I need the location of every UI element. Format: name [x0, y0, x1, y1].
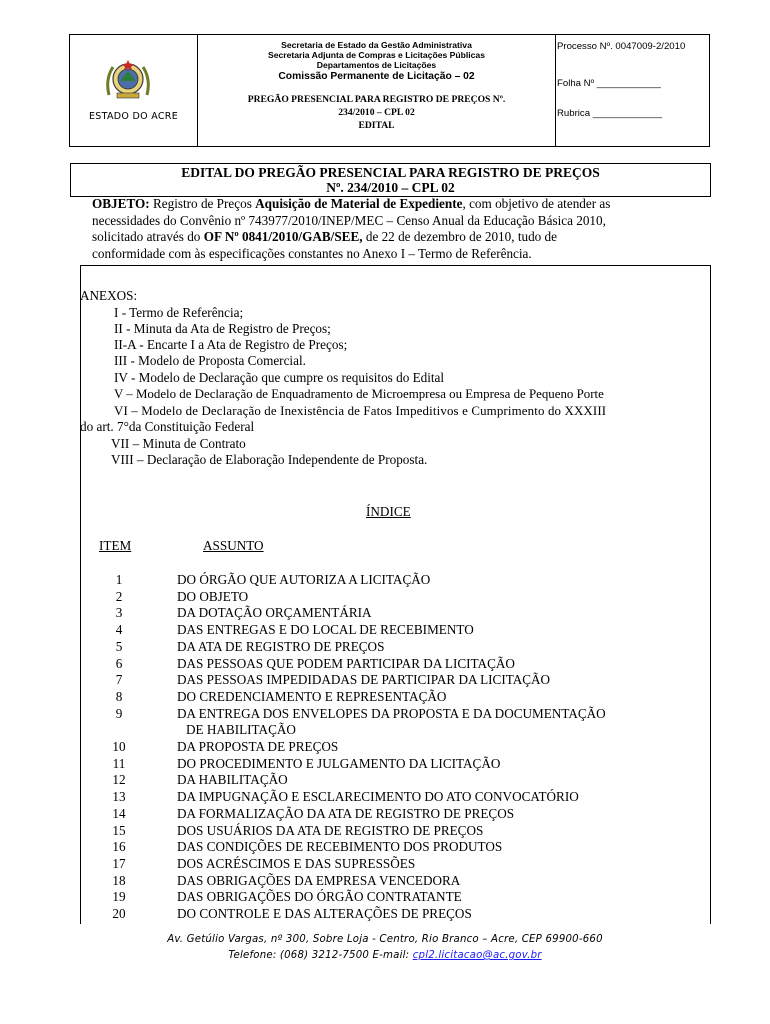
objeto-text: de 22 de dezembro de 2010, tudo de	[362, 229, 558, 244]
objeto-paragraph	[92, 196, 704, 262]
objeto-line: necessidades do Convênio nº 743977/2010/INEP/MEC – Censo Anual da Educação Básica 2010,	[92, 212, 606, 228]
indice-item-number: 13	[112, 789, 126, 805]
indice-item-subject: DO CREDENCIAMENTO E REPRESENTAÇÃO	[177, 688, 447, 704]
indice-item-subject: DAS OBRIGAÇÕES DO ÓRGÃO CONTRATANTE	[177, 889, 462, 905]
anexos-heading: ANEXOS:	[80, 288, 138, 303]
indice-item-number: 19	[112, 889, 126, 905]
anexo-item: VI – Modelo de Declaração de Inexistência de Fatos Impeditivos e Cumprimento do XXXIII	[114, 404, 607, 418]
anexo-item: I - Termo de Referência;	[114, 305, 244, 320]
anexo-item: II-A - Encarte I a Ata de Registro de Preços;	[114, 337, 348, 352]
indice-item-subject: DA ATA DE REGISTRO DE PREÇOS	[177, 638, 385, 654]
footer-contact	[0, 950, 770, 961]
footer-address: Av. Getúlio Vargas, nº 300, Sobre Loja - Centro, Rio Branco – Acre, CEP 69900-660	[167, 934, 603, 945]
indice-item-number: 7	[115, 672, 123, 688]
edital-title-line1: EDITAL DO PREGÃO PRESENCIAL PARA REGISTRO DE PREÇOS	[181, 165, 600, 180]
header-logo-cell	[70, 35, 198, 146]
header-commission: Comissão Permanente de Licitação – 02	[278, 71, 475, 82]
indice-item-number: 16	[112, 839, 126, 855]
footer-phone: Telefone: (068) 3212-7500 E-mail:	[228, 950, 413, 961]
anexo-item: II - Minuta da Ata de Registro de Preços;	[114, 321, 331, 336]
indice-item-number: 14	[112, 805, 126, 821]
folha-field: Folha Nº ____________	[557, 78, 661, 89]
indice-item-subject: DAS ENTREGAS E DO LOCAL DE RECEBIMENTO	[177, 622, 474, 638]
indice-item-subject: DA IMPUGNAÇÃO E ESCLARECIMENTO DO ATO CONVOCATÓRIO	[177, 789, 579, 805]
anexo-item: VIII – Declaração de Elaboração Independente de Proposta.	[111, 452, 428, 467]
indice-heading: ÍNDICE	[366, 504, 411, 519]
process-number: Processo Nº. 0047009-2/2010	[557, 41, 686, 52]
indice-item-number: 4	[115, 622, 123, 638]
header-dept-line: Secretaria de Estado da Gestão Administrativa	[281, 40, 472, 50]
objeto-text: solicitado através do	[92, 229, 204, 244]
indice-item-number: 20	[112, 906, 126, 921]
anexo-item: VII – Minuta de Contrato	[111, 436, 246, 451]
anexo-item: V – Modelo de Declaração de Enquadramento de Microempresa ou Empresa de Pequeno Porte	[114, 387, 604, 401]
indice-item-number: 3	[115, 605, 123, 621]
indice-item-number: 2	[115, 588, 123, 604]
indice-item-subject: DO OBJETO	[177, 588, 249, 604]
edital-title-line2: Nº. 234/2010 – CPL 02	[326, 180, 455, 195]
objeto-text: Registro de Preços	[149, 196, 256, 211]
indice-item-subject-cont: DE HABILITAÇÃO	[186, 722, 296, 738]
indice-item-number: 1	[115, 572, 123, 587]
indice-item-subject: DAS PESSOAS IMPEDIDADAS DE PARTICIPAR DA LICITAÇÃO	[177, 672, 551, 688]
indice-item-subject: DO CONTROLE E DAS ALTERAÇÕES DE PREÇOS	[177, 906, 472, 921]
header-pregao-line: PREGÃO PRESENCIAL PARA REGISTRO DE PREÇOS Nº.	[247, 94, 506, 105]
rubrica-field: Rubrica _____________	[557, 108, 663, 119]
indice-col-item: ITEM	[99, 538, 132, 553]
indice-item-subject: DOS USUÁRIOS DA ATA DE REGISTRO DE PREÇOS	[177, 822, 484, 838]
objeto-line: conformidade com às especificações constantes no Anexo I – Termo de Referência.	[92, 245, 532, 261]
objeto-bold: OF Nº 0841/2010/GAB/SEE,	[203, 229, 363, 244]
indice-item-number: 11	[112, 755, 126, 771]
footer-email-link[interactable]: cpl2.licitacao@ac.gov.br	[412, 950, 542, 961]
anexo-item: do art. 7°da Constituição Federal	[80, 419, 255, 434]
indice-item-number: 15	[112, 822, 126, 838]
header-process-cell	[555, 35, 710, 146]
indice-item-subject: DOS ACRÉSCIMOS E DAS SUPRESSÕES	[177, 855, 416, 871]
indice-item-number: 5	[115, 638, 123, 654]
state-seal-icon	[103, 55, 153, 103]
indice-item-number: 18	[112, 872, 126, 888]
document-header	[69, 34, 710, 147]
indice-item-subject: DA PROPOSTA DE PREÇOS	[177, 739, 339, 754]
indice-col-assunto: ASSUNTO	[203, 538, 264, 553]
objeto-label: OBJETO:	[92, 196, 150, 211]
objeto-text: , com objetivo de atender as	[462, 196, 611, 211]
anexo-item: III - Modelo de Proposta Comercial.	[114, 353, 306, 368]
objeto-bold: Aquisição de Material de Expediente	[255, 196, 463, 211]
edital-title	[70, 163, 711, 197]
indice-item-number: 9	[115, 705, 123, 721]
indice-item-subject: DAS OBRIGAÇÕES DA EMPRESA VENCEDORA	[177, 872, 461, 888]
header-pregao-line: 234/2010 – CPL 02	[338, 107, 415, 118]
header-center-cell	[198, 35, 555, 146]
indice-item-number: 10	[112, 739, 126, 754]
state-label: ESTADO DO ACRE	[89, 111, 178, 122]
indice-item-subject: DA ENTREGA DOS ENVELOPES DA PROPOSTA E DA DOCUMENTAÇÃO	[177, 705, 606, 721]
indice-item-number: 6	[115, 655, 123, 671]
indice-item-subject: DA DOTAÇÃO ORÇAMENTÁRIA	[177, 605, 372, 621]
indice-item-subject: DAS CONDIÇÕES DE RECEBIMENTO DOS PRODUTOS	[177, 839, 503, 855]
header-dept-line: Departamentos de Licitações	[316, 60, 437, 70]
indice-item-number: 17	[112, 855, 126, 871]
indice-item-subject: DO PROCEDIMENTO E JULGAMENTO DA LICITAÇÃO	[177, 755, 501, 771]
indice-item-number: 12	[112, 772, 126, 788]
anexo-item: IV - Modelo de Declaração que cumpre os requisitos do Edital	[114, 370, 445, 385]
indice-item-number: 8	[115, 688, 123, 704]
indice-item-subject: DA FORMALIZAÇÃO DA ATA DE REGISTRO DE PREÇOS	[177, 805, 515, 821]
header-pregao-line: EDITAL	[358, 120, 395, 131]
indice-item-subject: DO ÓRGÃO QUE AUTORIZA A LICITAÇÃO	[177, 572, 431, 587]
header-dept-line: Secretaria Adjunta de Compras e Licitações Públicas	[268, 50, 485, 60]
indice-item-subject: DAS PESSOAS QUE PODEM PARTICIPAR DA LICITAÇÃO	[177, 655, 515, 671]
indice-item-subject: DA HABILITAÇÃO	[177, 772, 288, 788]
